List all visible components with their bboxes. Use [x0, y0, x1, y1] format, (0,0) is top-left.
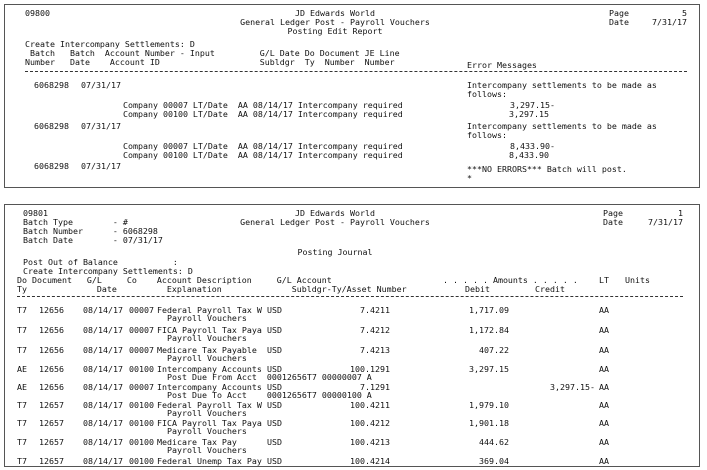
account-line: Company 00100 LT/Date AA 08/14/17 Intercompany required	[123, 109, 403, 119]
currency: USD	[267, 400, 282, 410]
company-code: 00007	[129, 345, 154, 355]
gl-date: 08/14/17	[83, 364, 123, 374]
error-message: follows:	[467, 89, 507, 99]
debit-amount: 369.04	[479, 456, 509, 466]
currency: USD	[267, 345, 282, 355]
gl-account: 100.4211	[350, 400, 390, 410]
batch-number: 6068298	[34, 161, 69, 171]
settlement-amount: 8,433.90	[509, 150, 549, 160]
debit-header: Debit	[465, 284, 490, 294]
account-description: Medicare Tax Pay	[157, 437, 237, 447]
doc-type: T7	[17, 437, 27, 447]
document-number: 12656	[39, 364, 64, 374]
gl-account: 100.4212	[350, 418, 390, 428]
currency: USD	[267, 437, 282, 447]
batch-date: 07/31/17	[81, 121, 121, 131]
debit-amount: 407.22	[479, 345, 509, 355]
company-code: 00100	[129, 364, 154, 374]
currency: USD	[267, 418, 282, 428]
doc-type: T7	[17, 345, 27, 355]
explanation: Payroll Vouchers	[167, 445, 247, 455]
explanation: Payroll Vouchers	[167, 333, 247, 343]
document-number: 12656	[39, 305, 64, 315]
gl-date: 08/14/17	[83, 345, 123, 355]
batch-date: 07/31/17	[81, 80, 121, 90]
column-headers-line1: Do Document G/L Co Account Description G/L Account	[17, 275, 332, 285]
document-number: 12657	[39, 400, 64, 410]
settlement-amount: 8,433.90-	[510, 141, 555, 151]
explanation: Payroll Vouchers	[167, 426, 247, 436]
document-number: 12657	[39, 437, 64, 447]
gl-account: 7.1291	[360, 382, 390, 392]
document-number: 12657	[39, 456, 64, 466]
company-code: 00100	[129, 437, 154, 447]
error-message: follows:	[467, 130, 507, 140]
page-number: 1	[678, 208, 683, 218]
currency: USD	[267, 456, 282, 466]
ledger-type: AA	[599, 456, 609, 466]
doc-type: AE	[17, 364, 27, 374]
ledger-type: AA	[599, 305, 609, 315]
settlement-amount: 3,297.15	[509, 109, 549, 119]
gl-account: 100.4214	[350, 456, 390, 466]
currency: USD	[267, 364, 282, 374]
header-divider	[25, 71, 687, 72]
gl-date: 08/14/17	[83, 437, 123, 447]
batch-number: 6068298	[34, 121, 69, 131]
gl-account: 100.4213	[350, 437, 390, 447]
ledger-type: AA	[599, 418, 609, 428]
company-code: 00100	[129, 400, 154, 410]
account-description: Federal Unemp Tax Pay	[157, 456, 262, 466]
gl-date: 08/14/17	[83, 382, 123, 392]
create-settlements-line: Create Intercompany Settlements: D	[25, 39, 195, 49]
explanation: Payroll Vouchers	[167, 408, 247, 418]
page-number: 5	[682, 8, 687, 18]
account-line: Company 00100 LT/Date AA 08/14/17 Intercompany required	[123, 150, 403, 160]
account-description: FICA Payroll Tax Paya	[157, 325, 262, 335]
amounts-header: . . . . . Amounts . . . . .	[443, 275, 578, 285]
account-description: Intercompany Accounts	[157, 382, 262, 392]
company-code: 00007	[129, 305, 154, 315]
explanation: Post Due From Acct 00012656T7 00000007 A	[167, 372, 372, 382]
currency: USD	[267, 325, 282, 335]
gl-date: 08/14/17	[83, 456, 123, 466]
ledger-type: AA	[599, 345, 609, 355]
batch-date: Batch Date - 07/31/17	[23, 235, 163, 245]
account-description: Intercompany Accounts	[157, 364, 262, 374]
doc-type: T7	[17, 418, 27, 428]
company-code: 00007	[129, 325, 154, 335]
report-title: General Ledger Post - Payroll Vouchers	[240, 217, 430, 227]
gl-account: 100.1291	[350, 364, 390, 374]
report-title: General Ledger Post - Payroll Vouchers	[240, 17, 430, 27]
explanation: Payroll Vouchers	[167, 313, 247, 323]
debit-amount: 1,717.09	[469, 305, 509, 315]
debit-amount: 3,297.15	[469, 364, 509, 374]
ledger-type: AA	[599, 325, 609, 335]
doc-type: AE	[17, 382, 27, 392]
document-number: 12657	[39, 418, 64, 428]
lt-header: LT	[599, 275, 609, 285]
post-out-of-balance: Post Out of Balance :	[23, 257, 178, 267]
gl-date: 08/14/17	[83, 418, 123, 428]
company-code: 00100	[129, 456, 154, 466]
error-message: Intercompany settlements to be made as	[467, 80, 657, 90]
error-message: ***NO ERRORS*** Batch will post.	[467, 164, 627, 174]
header-divider	[17, 296, 683, 297]
company-code: 00100	[129, 418, 154, 428]
column-headers-line2: Ty Date Explanation Subldgr-Ty/Asset Number	[17, 284, 407, 294]
posting-edit-report	[4, 4, 700, 188]
units-header: Units	[625, 275, 650, 285]
gl-date: 08/14/17	[83, 400, 123, 410]
section-title: Posting Journal	[297, 247, 373, 257]
report-subtitle: Posting Edit Report	[287, 26, 383, 36]
doc-type: T7	[17, 325, 27, 335]
column-headers-line2: Number Date Account ID Subldgr Ty Number Number	[25, 57, 395, 67]
date-label: Date	[603, 217, 623, 227]
settlement-amount: 3,297.15-	[510, 100, 555, 110]
date-value: 7/31/17	[652, 17, 687, 27]
account-description: Federal Payroll Tax W	[157, 400, 262, 410]
gl-date: 08/14/17	[83, 305, 123, 315]
gl-account: 7.4212	[360, 325, 390, 335]
page-label: Page	[603, 208, 623, 218]
report-id: 09800	[25, 8, 50, 18]
date-label: Date	[609, 17, 629, 27]
create-settlements-line: Create Intercompany Settlements: D	[23, 266, 193, 276]
posting-journal-report	[4, 204, 700, 467]
batch-type: Batch Type - #	[23, 217, 128, 227]
credit-header: Credit	[535, 284, 565, 294]
explanation: Post Due To Acct 00012656T7 00000100 A	[167, 390, 372, 400]
explanation: Payroll Vouchers	[167, 353, 247, 363]
ledger-type: AA	[599, 382, 609, 392]
ledger-type: AA	[599, 437, 609, 447]
error-messages-header: Error Messages	[467, 60, 537, 70]
debit-amount: 444.62	[479, 437, 509, 447]
debit-amount: 1,979.10	[469, 400, 509, 410]
gl-account: 7.4213	[360, 345, 390, 355]
document-number: 12656	[39, 325, 64, 335]
credit-amount: 3,297.15-	[550, 382, 595, 392]
gl-date: 08/14/17	[83, 325, 123, 335]
account-description: Medicare Tax Payable	[157, 345, 257, 355]
batch-number: Batch Number - 6068298	[23, 226, 158, 236]
ledger-type: AA	[599, 364, 609, 374]
date-value: 7/31/17	[648, 217, 683, 227]
company-code: 00007	[129, 382, 154, 392]
gl-account: 7.4211	[360, 305, 390, 315]
account-line: Company 00007 LT/Date AA 08/14/17 Intercompany required	[123, 141, 403, 151]
doc-type: T7	[17, 400, 27, 410]
error-message: *	[467, 173, 472, 183]
account-description: Federal Payroll Tax W	[157, 305, 262, 315]
ledger-type: AA	[599, 400, 609, 410]
report-id: 09801	[23, 208, 48, 218]
currency: USD	[267, 382, 282, 392]
account-description: FICA Payroll Tax Paya	[157, 418, 262, 428]
doc-type: T7	[17, 305, 27, 315]
page-label: Page	[609, 8, 629, 18]
account-line: Company 00007 LT/Date AA 08/14/17 Intercompany required	[123, 100, 403, 110]
company-name: JD Edwards World	[295, 8, 375, 18]
document-number: 12656	[39, 345, 64, 355]
error-message: Intercompany settlements to be made as	[467, 121, 657, 131]
debit-amount: 1,172.84	[469, 325, 509, 335]
doc-type: T7	[17, 456, 27, 466]
batch-number: 6068298	[34, 80, 69, 90]
batch-date: 07/31/17	[81, 161, 121, 171]
document-number: 12656	[39, 382, 64, 392]
debit-amount: 1,901.18	[469, 418, 509, 428]
company-name: JD Edwards World	[295, 208, 375, 218]
column-headers-line1: Batch Batch Account Number - Input G/L Date Do Document JE Line	[25, 48, 400, 58]
currency: USD	[267, 305, 282, 315]
